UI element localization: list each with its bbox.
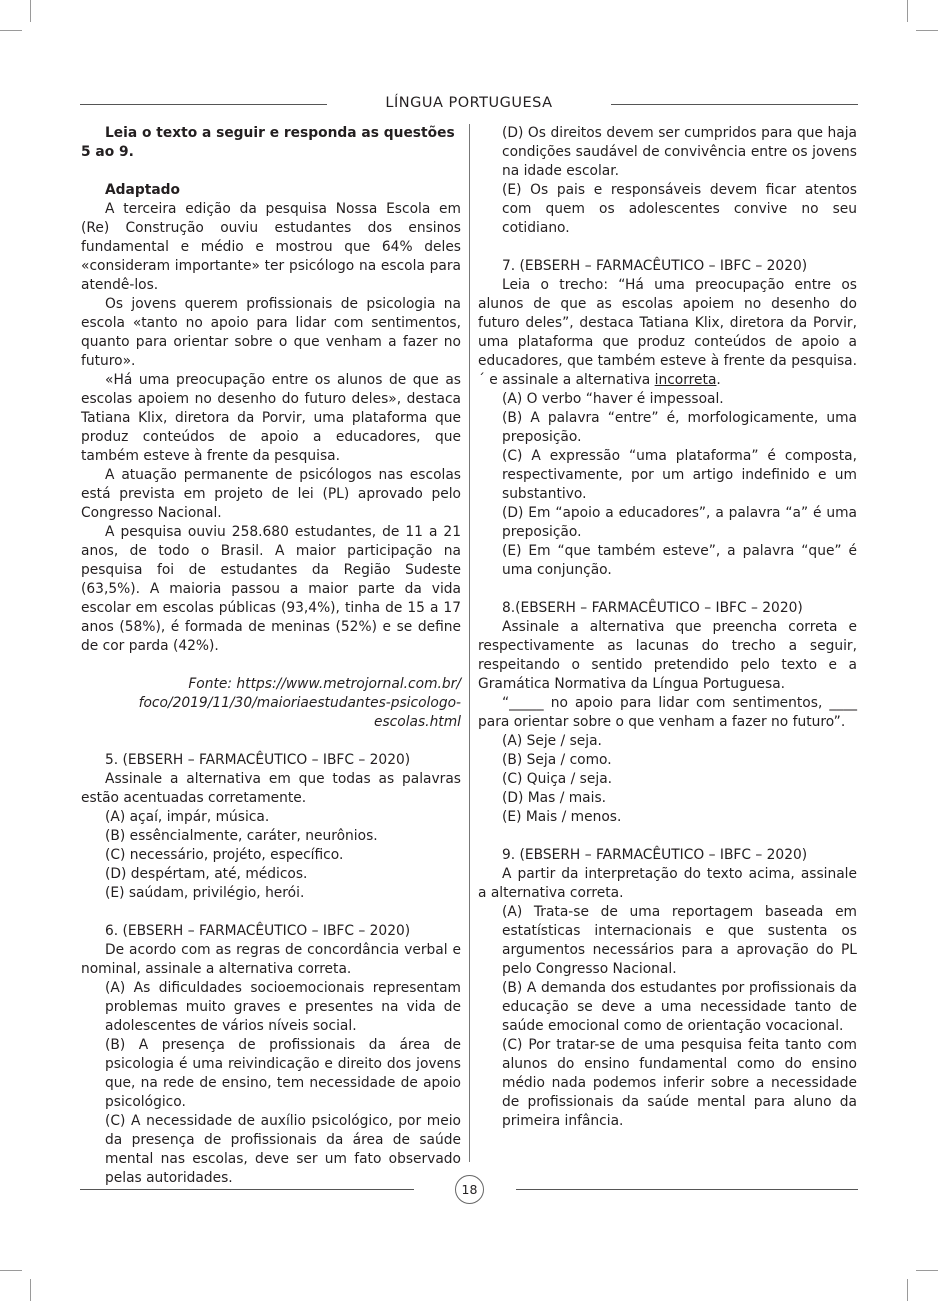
answer-option: (C) Por tratar-se de uma pesquisa feita tanto com alunos do ensino fundamental como do ensino médio nada podemos inferir sobre a necessidade de profissionais da saúde mental para aluno da primeira infância. — [502, 1037, 857, 1129]
question-quote: “_____ no apoio para lidar com sentimentos, ____ para orientar sobre o que venham a fazer no futuro”. — [478, 695, 857, 730]
question-stem: Assinale a alternativa em que todas as palavras estão acentuadas corretamente. — [81, 771, 461, 806]
answer-option: (E) Em “que também esteve”, a palavra “que” é uma conjunção. — [502, 543, 857, 578]
crop-mark — [907, 1279, 908, 1301]
stem-text: Leia o trecho: “Há uma preocupação entre os alunos de que as escolas apoiem no desenho do futuro deles”, destaca Tatiana Klix, diretora da Porvir, uma plataforma que produz conteúdos de apoio a educadores, que também esteve à frente da pesquisa.´ e assinale a alternativa — [478, 277, 857, 388]
right-column — [478, 124, 857, 1131]
answer-option: (D) Em “apoio a educadores”, a palavra “a” é uma preposição. — [502, 505, 857, 540]
question-stem: De acordo com as regras de concordância verbal e nominal, assinale a alternativa correta. — [81, 942, 461, 977]
stem-text: . — [716, 372, 721, 388]
answer-option: (E) saúdam, privilégio, herói. — [105, 885, 305, 901]
answer-option: (B) A palavra “entre” é, morfologicamente, uma preposição. — [502, 410, 857, 445]
footer-rule-left — [80, 1189, 414, 1190]
crop-mark — [916, 1270, 938, 1271]
underlined-word: incorreta — [654, 372, 717, 388]
text-paragraph: A pesquisa ouviu 258.680 estudantes, de 11 a 21 anos, de todo o Brasil. A maior participação na pesquisa foi de estudantes da Região Sudeste (63,5%). A maioria passou a maior parte da vida escolar em escolas públicas (93,4%), tinha de 15 a 17 anos (58%), é formada de meninas (52%) e se define de cor parda (42%). — [81, 524, 461, 654]
answer-option: (A) As dificuldades socioemocionais representam problemas muito graves e presentes na vida de adolescentes de vários níveis social. — [105, 980, 461, 1034]
question-title: 5. (EBSERH – FARMACÊUTICO – IBFC – 2020) — [105, 752, 411, 768]
answer-option: (E) Os pais e responsáveis devem ficar atentos com quem os adolescentes convive no seu cotidiano. — [502, 182, 857, 236]
source-citation: Fonte: https://www.metrojornal.com.br/ foco/2019/11/30/maioriaestudantes-psicologo-escolas.html — [138, 676, 461, 730]
answer-option: (C) necessário, projéto, específico. — [105, 847, 344, 863]
question-stem: A partir da interpretação do texto acima, assinale a alternativa correta. — [478, 866, 857, 901]
page-header-title: LÍNGUA PORTUGUESA — [385, 95, 553, 111]
answer-option: (C) Quiça / seja. — [502, 771, 613, 787]
crop-mark — [0, 30, 22, 31]
text-paragraph: A atuação permanente de psicólogos nas escolas está prevista em projeto de lei (PL) aprovado pelo Congresso Nacional. — [81, 467, 461, 521]
answer-option: (A) Seje / seja. — [502, 733, 602, 749]
answer-option: (B) A presença de profissionais da área de psicologia é uma reivindicação e direito dos jovens que, na rede de ensino, tem necessidade de apoio psicológico. — [105, 1037, 461, 1110]
answer-option: (A) açaí, impár, música. — [105, 809, 270, 825]
left-column — [81, 124, 461, 1188]
answer-option: (D) Mas / mais. — [502, 790, 607, 806]
reading-instruction: Leia o texto a seguir e responda as questões 5 ao 9. — [81, 125, 455, 160]
crop-mark — [30, 1279, 31, 1301]
header-rule-right — [611, 104, 858, 105]
adapted-label: Adaptado — [105, 182, 181, 198]
answer-option: (A) O verbo “haver é impessoal. — [502, 391, 724, 407]
text-paragraph: Os jovens querem profissionais de psicologia na escola «tanto no apoio para lidar com sentimentos, quanto para orientar sobre o que venham a fazer no futuro». — [81, 296, 461, 369]
crop-mark — [916, 30, 938, 31]
text-paragraph: «Há uma preocupação entre os alunos de que as escolas apoiem no desenho do futuro deles», destaca Tatiana Klix, diretora da Porvir, uma plataforma que produz conteúdos de apoio a educadores, que também esteve à frente da pesquisa. — [81, 372, 461, 464]
crop-mark — [907, 0, 908, 22]
answer-option: (D) despértam, até, médicos. — [105, 866, 308, 882]
footer-rule-right — [516, 1189, 858, 1190]
question-title: 8.(EBSERH – FARMACÊUTICO – IBFC – 2020) — [502, 600, 803, 616]
question-title: 6. (EBSERH – FARMACÊUTICO – IBFC – 2020) — [105, 923, 411, 939]
question-stem: Assinale a alternativa que preencha correta e respectivamente as lacunas do trecho a seguir, respeitando o sentido pretendido pelo texto e a Gramática Normativa da Língua Portuguesa. — [478, 619, 857, 692]
answer-option: (B) essêncialmente, caráter, neurônios. — [105, 828, 378, 844]
answer-option: (B) A demanda dos estudantes por profissionais da educação se deve a uma necessidade tanto de saúde emocional como de orientação vocacional. — [502, 980, 857, 1034]
question-title: 7. (EBSERH – FARMACÊUTICO – IBFC – 2020) — [502, 258, 808, 274]
question-stem — [478, 276, 857, 390]
crop-mark — [0, 1270, 22, 1271]
page-number: 18 — [455, 1175, 484, 1204]
answer-option: (E) Mais / menos. — [502, 809, 622, 825]
text-paragraph: A terceira edição da pesquisa Nossa Escola em (Re) Construção ouviu estudantes dos ensinos fundamental e médio e mostrou que 64% deles «consideram importante» ter psicólogo na escola para atendê-los. — [81, 201, 461, 293]
answer-option: (D) Os direitos devem ser cumpridos para que haja condições saudável de convivência entre os jovens na idade escolar. — [502, 125, 857, 179]
column-divider — [469, 124, 470, 1162]
answer-option: (C) A expressão “uma plataforma” é composta, respectivamente, por um artigo indefinido e um substantivo. — [502, 448, 857, 502]
answer-option: (C) A necessidade de auxílio psicológico, por meio da presença de profissionais da área de saúde mental nas escolas, deve ser um fato observado pelas autoridades. — [105, 1113, 461, 1186]
answer-option: (B) Seja / como. — [502, 752, 612, 768]
header-rule-left — [80, 104, 327, 105]
crop-mark — [30, 0, 31, 22]
answer-option: (A) Trata-se de uma reportagem baseada em estatísticas internacionais e que sustenta os argumentos necessários para a aprovação do PL pelo Congresso Nacional. — [502, 904, 857, 977]
question-title: 9. (EBSERH – FARMACÊUTICO – IBFC – 2020) — [502, 847, 808, 863]
